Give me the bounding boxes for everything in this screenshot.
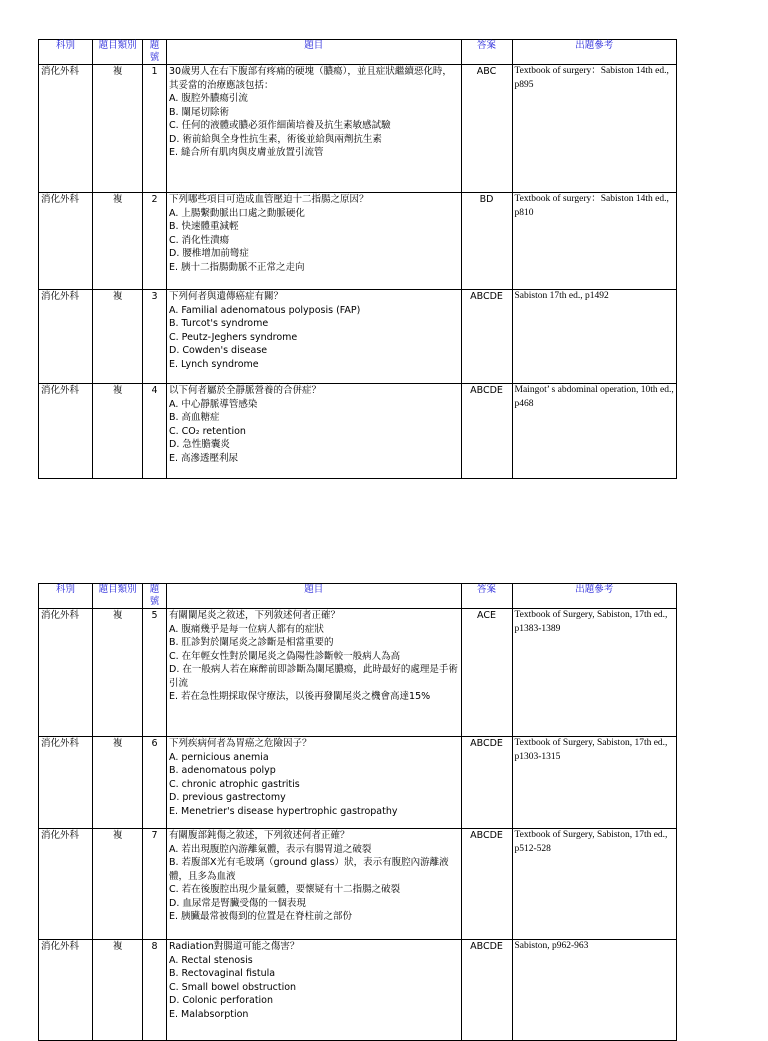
table-row — [39, 940, 677, 1041]
question-option: B. 高血糖症 — [169, 412, 220, 423]
table-row — [39, 65, 677, 193]
question-stem: 有關腹部鈍傷之敘述，下列敘述何者正確？ — [169, 830, 350, 841]
question-cell — [167, 65, 462, 193]
question-cell — [167, 193, 462, 290]
question-cell — [167, 290, 462, 384]
question-option: A. 中心靜脈導管感染 — [169, 398, 258, 410]
question-option: A. 腹痛幾乎是每一位病人都有的症狀 — [169, 623, 324, 635]
question-option: C. 消化性潰瘍 — [169, 234, 230, 246]
reference-cell: Textbook of Surgery, Sabiston, 17th ed., p1383-1389 — [512, 609, 676, 737]
table-header-row — [39, 584, 677, 609]
reference-cell: Sabiston 17th ed., p1492 — [512, 290, 676, 384]
header-reference: 出題參考 — [512, 584, 676, 609]
question-option: C. 若在後腹腔出現少量氣體，要懷疑有十二指腸之破裂 — [169, 884, 401, 895]
question-option: E. 胰十二指腸動脈不正常之走向 — [169, 261, 305, 273]
table-row — [39, 193, 677, 290]
header-subject: 科別 — [39, 584, 93, 609]
number-cell: 6 — [143, 737, 167, 829]
subject-cell: 消化外科 — [39, 737, 93, 829]
question-option: E. Lynch syndrome — [169, 358, 259, 370]
question-stem: 以下何者屬於全靜脈營養的合併症？ — [169, 385, 322, 396]
number-cell: 1 — [143, 65, 167, 193]
header-answer: 答案 — [461, 40, 512, 65]
answer-cell: ABC — [461, 65, 512, 193]
header-question: 題目 — [167, 584, 462, 609]
question-table-1 — [38, 39, 677, 479]
reference-cell: Textbook of surgery：Sabiston 14th ed., p895 — [512, 65, 676, 193]
question-option: C. Peutz-Jeghers syndrome — [169, 331, 298, 343]
answer-cell: ABCDE — [461, 290, 512, 384]
number-cell: 7 — [143, 829, 167, 940]
question-option: A. Familial adenomatous polyposis (FAP) — [169, 304, 361, 316]
question-cell — [167, 384, 462, 479]
reference-cell: Maingot’ s abdominal operation, 10th ed., p468 — [512, 384, 676, 479]
question-option: D. Colonic perforation — [169, 995, 274, 1006]
question-option: E. 高滲透壓利尿 — [169, 452, 239, 464]
question-option: B. Rectovaginal fistula — [169, 968, 276, 979]
number-cell: 5 — [143, 609, 167, 737]
question-option: C. chronic atrophic gastritis — [169, 778, 300, 790]
question-option: A. pernicious anemia — [169, 751, 269, 763]
header-question: 題目 — [167, 40, 462, 65]
subject-cell: 消化外科 — [39, 940, 93, 1041]
answer-cell: BD — [461, 193, 512, 290]
question-option: C. CO₂ retention — [169, 425, 246, 437]
answer-cell: ACE — [461, 609, 512, 737]
question-option: C. Small bowel obstruction — [169, 981, 297, 993]
type-cell: 複 — [93, 609, 143, 737]
question-option: E. Menetrier's disease hypertrophic gastropathy — [169, 805, 398, 817]
question-option: E. 縫合所有肌肉與皮膚並放置引流管 — [169, 147, 324, 158]
number-cell: 2 — [143, 193, 167, 290]
question-stem: Radiation對腸道可能之傷害？ — [169, 941, 300, 952]
type-cell: 複 — [93, 65, 143, 193]
type-cell: 複 — [93, 940, 143, 1041]
subject-cell: 消化外科 — [39, 65, 93, 193]
question-option: D. 腰椎增加前彎症 — [169, 248, 249, 259]
question-stem: 下列何者與遺傳癌症有關？ — [169, 291, 284, 302]
reference-cell: Sabiston, p962-963 — [512, 940, 676, 1041]
question-option: C. 在年輕女性對於闌尾炎之偽陽性診斷較一般病人為高 — [169, 650, 401, 662]
subject-cell: 消化外科 — [39, 193, 93, 290]
table-header-row — [39, 40, 677, 65]
header-answer: 答案 — [461, 584, 512, 609]
question-option: D. 急性膽囊炎 — [169, 439, 230, 450]
reference-cell: Textbook of Surgery, Sabiston, 17th ed., p512-528 — [512, 829, 676, 940]
question-cell — [167, 829, 462, 940]
table-row — [39, 290, 677, 384]
reference-cell: Textbook of surgery：Sabiston 14th ed., p810 — [512, 193, 676, 290]
type-cell: 複 — [93, 384, 143, 479]
question-option: E. 胰臟最常被傷到的位置是在脊柱前之部份 — [169, 911, 353, 922]
question-option: D. 術前給與全身性抗生素，術後並給與兩劑抗生素 — [169, 133, 382, 145]
subject-cell: 消化外科 — [39, 290, 93, 384]
type-cell: 複 — [93, 193, 143, 290]
reference-cell: Textbook of Surgery, Sabiston, 17th ed., p1303-1315 — [512, 737, 676, 829]
question-cell — [167, 737, 462, 829]
question-cell — [167, 609, 462, 737]
question-table-2 — [38, 583, 677, 1041]
question-option: B. Turcot's syndrome — [169, 318, 269, 329]
question-stem: 有關闌尾炎之敘述，下列敘述何者正確？ — [169, 610, 341, 621]
type-cell: 複 — [93, 737, 143, 829]
table-row — [39, 829, 677, 940]
question-option: B. 肛診對於闌尾炎之診斷是相當重要的 — [169, 637, 334, 648]
table-row — [39, 737, 677, 829]
table-row — [39, 384, 677, 479]
question-stem: 下列哪些項目可造成血管壓迫十二指腸之原因？ — [169, 194, 369, 205]
question-option: B. 若腹部X光有毛玻璃（ground glass）狀，表示有腹腔內游離液體，且多為血液 — [169, 857, 449, 882]
question-option: B. adenomatous polyp — [169, 765, 276, 776]
header-type: 題目類別 — [93, 40, 143, 65]
subject-cell: 消化外科 — [39, 609, 93, 737]
header-number: 題號 — [143, 584, 167, 609]
question-option: C. 任何的液體或膿必須作細菌培養及抗生素敏感試驗 — [169, 120, 391, 131]
question-option: D. Cowden's disease — [169, 345, 268, 356]
header-number: 題號 — [143, 40, 167, 65]
number-cell: 4 — [143, 384, 167, 479]
question-stem: 下列疾病何者為胃癌之危險因子？ — [169, 738, 312, 749]
header-reference: 出題參考 — [512, 40, 676, 65]
question-option: A. 上腸繫動脈出口處之動脈硬化 — [169, 207, 305, 219]
question-option: D. 在一般病人若在麻醉前即診斷為闌尾膿瘍，此時最好的處理是手術引流 — [169, 664, 458, 689]
answer-cell: ABCDE — [461, 940, 512, 1041]
question-stem: 30歲男人在右下腹部有疼痛的硬塊（膿瘍），並且症狀繼續惡化時，其妥當的治療應該包括： — [169, 66, 452, 91]
question-option: E. Malabsorption — [169, 1008, 249, 1020]
question-option: E. 若在急性期採取保守療法，以後再發闌尾炎之機會高達15% — [169, 691, 431, 702]
question-option: A. 腹腔外膿瘍引流 — [169, 93, 248, 104]
question-option: B. 闌尾切除術 — [169, 106, 230, 118]
question-option: B. 快速體重減輕 — [169, 221, 239, 232]
subject-cell: 消化外科 — [39, 384, 93, 479]
table-row — [39, 609, 677, 737]
question-option: A. 若出現腹腔內游離氣體，表示有腸胃道之破裂 — [169, 843, 372, 855]
number-cell: 3 — [143, 290, 167, 384]
question-option: D. previous gastrectomy — [169, 792, 286, 803]
question-option: A. Rectal stenosis — [169, 954, 253, 966]
type-cell: 複 — [93, 829, 143, 940]
header-type: 題目類別 — [93, 584, 143, 609]
subject-cell: 消化外科 — [39, 829, 93, 940]
type-cell: 複 — [93, 290, 143, 384]
answer-cell: ABCDE — [461, 384, 512, 479]
question-cell — [167, 940, 462, 1041]
question-option: D. 血尿常是腎臟受傷的一個表現 — [169, 897, 306, 909]
header-subject: 科別 — [39, 40, 93, 65]
answer-cell: ABCDE — [461, 829, 512, 940]
number-cell: 8 — [143, 940, 167, 1041]
answer-cell: ABCDE — [461, 737, 512, 829]
